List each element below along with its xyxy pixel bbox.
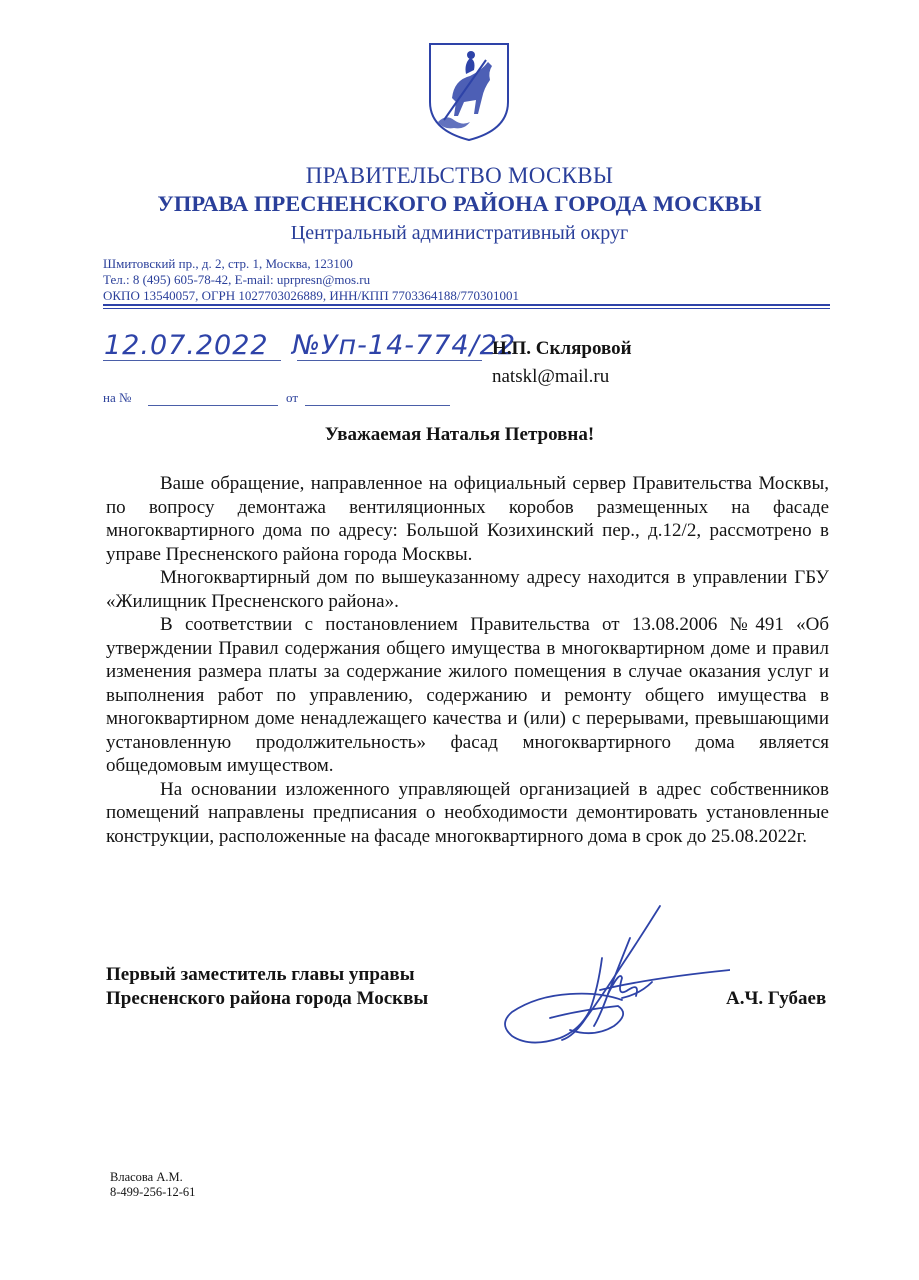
organization-title: УПРАВА ПРЕСНЕНСКОГО РАЙОНА ГОРОДА МОСКВЫ	[157, 191, 762, 216]
signatory-name: А.Ч. Губаев	[726, 988, 827, 1009]
date-underline	[103, 360, 281, 361]
salutation: Уважаемая Наталья Петровна!	[324, 424, 595, 445]
address-line: Шмитовский пр., д. 2, стр. 1, Москва, 123100	[103, 256, 353, 271]
number-underline	[297, 360, 482, 361]
handwritten-date: 12.07.2022	[104, 330, 269, 361]
signatory-title-line1: Первый заместитель главы управы	[106, 964, 415, 985]
letter-body	[106, 472, 829, 848]
paragraph: Ваше обращение, направленное на официальный сервер Правительства Москвы, по вопросу демонтажа вентиляционных коробов размещенных на фасаде многоквартирного дома по адресу: Большой Козихинский пер., д.12/2, рассмотрено в управе Пресненского района города Москвы.	[106, 473, 829, 565]
district-subtitle: Центральный административный округ	[290, 222, 629, 244]
reference-date-line	[305, 405, 450, 406]
contacts-line: Тел.: 8 (495) 605-78-42, E-mail: uprpresn@mos.ru	[103, 272, 371, 287]
executor-phone: 8-499-256-12-61	[110, 1185, 196, 1199]
letterhead-divider	[103, 304, 830, 310]
moscow-emblem-icon	[424, 40, 514, 144]
handwritten-signature	[490, 898, 730, 1058]
signatory-title-line2: Пресненского района города Москвы	[106, 988, 429, 1009]
reference-number-line	[148, 405, 278, 406]
paragraph: Многоквартирный дом по вышеуказанному адресу находится в управлении ГБУ «Жилищник Пресненского района».	[106, 567, 829, 612]
codes-line: ОКПО 13540057, ОГРН 1027703026889, ИНН/КПП 7703364188/770301001	[103, 288, 519, 303]
government-title: ПРАВИТЕЛЬСТВО МОСКВЫ	[305, 163, 614, 188]
handwritten-number: №Уп-14-774/22	[292, 330, 517, 361]
recipient-email: natskl@mail.ru	[492, 366, 610, 387]
recipient-name: Н.П. Скляровой	[492, 338, 632, 359]
paragraph: В соответствии с постановлением Правительства от 13.08.2006 №491 «Об утверждении Правил содержания общего имущества в многоквартирном доме и правил изменения размера платы за содержание жилого помещения в случае оказания услуг и выполнения работ по управлению, содержанию и ремонту общего имущества в многоквартирном доме ненадлежащего качества и (или) с перерывами, превышающими установленную продолжительность» фасад многоквартирного дома является общедомовым имуществом.	[106, 614, 829, 776]
reference-date-label: от	[286, 390, 299, 405]
paragraph: На основании изложенного управляющей организацией в адрес собственников помещений направлены предписания о необходимости демонтировать установленные конструкции, расположенные на фасаде многоквартирного дома в срок до 25.08.2022г.	[106, 778, 829, 847]
executor-name: Власова А.М.	[110, 1170, 183, 1184]
reference-number-label: на №	[103, 390, 132, 405]
